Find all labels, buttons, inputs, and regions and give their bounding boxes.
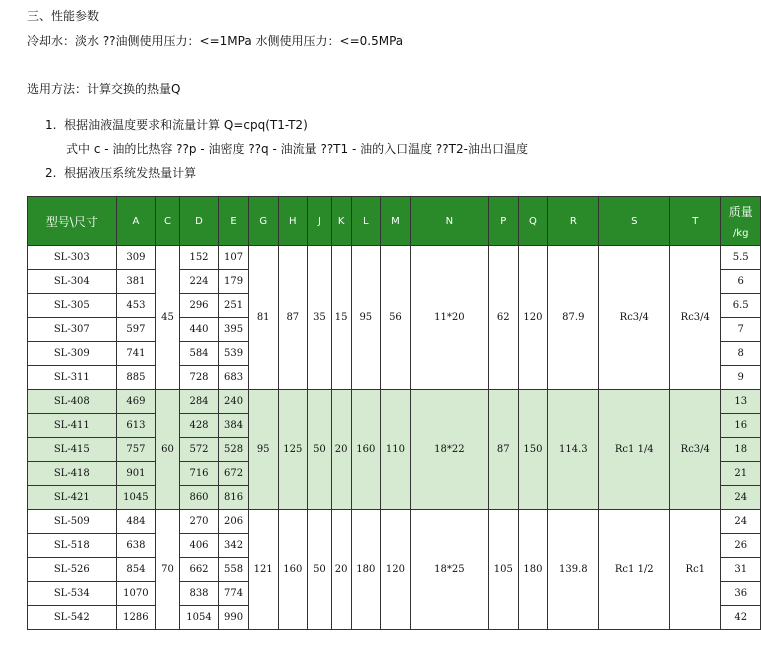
cell-model: SL-305 <box>28 294 117 318</box>
cell-e: 683 <box>219 366 249 390</box>
cell-e: 107 <box>219 246 249 270</box>
cell-n: 18*22 <box>410 390 488 510</box>
cell-model: SL-303 <box>28 246 117 270</box>
coolant-pressure-line: 冷却水：淡水 ??油侧使用压力：<=1MPa 水侧使用压力：<=0.5MPa <box>27 34 404 48</box>
cell-e: 179 <box>219 270 249 294</box>
cell-mass: 6 <box>721 270 761 294</box>
header-mass-label: 质量 <box>728 205 753 219</box>
cell-a: 381 <box>116 270 156 294</box>
cell-a: 1070 <box>116 582 156 606</box>
cell-d: 406 <box>179 534 219 558</box>
method-item-1-formula-note: 式中 c - 油的比热容 ??p - 油密度 ??q - 油流量 ??T1 - 油的入口温度 ??T2-油出口温度 <box>66 142 528 156</box>
header-t: T <box>670 197 721 246</box>
header-e: E <box>219 197 249 246</box>
cell-mass: 42 <box>721 606 761 630</box>
cell-d: 296 <box>179 294 219 318</box>
cell-t: Rc3/4 <box>670 246 721 390</box>
cell-mass: 36 <box>721 582 761 606</box>
cell-model: SL-518 <box>28 534 117 558</box>
cell-d: 428 <box>179 414 219 438</box>
cell-g: 95 <box>248 390 278 510</box>
table-row <box>28 246 761 270</box>
cell-e: 774 <box>219 582 249 606</box>
cell-model: SL-311 <box>28 366 117 390</box>
cell-e: 206 <box>219 510 249 534</box>
header-c: C <box>156 197 180 246</box>
cell-q: 180 <box>518 510 548 630</box>
cell-mass: 31 <box>721 558 761 582</box>
cell-a: 854 <box>116 558 156 582</box>
bottom-edge <box>0 648 761 659</box>
header-r: R <box>548 197 599 246</box>
header-a: A <box>116 197 156 246</box>
table-row <box>28 510 761 534</box>
cell-p: 87 <box>488 390 518 510</box>
cell-e: 240 <box>219 390 249 414</box>
header-g: G <box>248 197 278 246</box>
cell-c: 45 <box>156 246 180 390</box>
cell-p: 62 <box>488 246 518 390</box>
cell-model: SL-415 <box>28 438 117 462</box>
cell-l: 95 <box>351 246 381 390</box>
cell-r: 114.3 <box>548 390 599 510</box>
cell-q: 150 <box>518 390 548 510</box>
cell-model: SL-542 <box>28 606 117 630</box>
cell-e: 251 <box>219 294 249 318</box>
header-m: M <box>381 197 411 246</box>
cell-h: 125 <box>278 390 308 510</box>
cell-a: 638 <box>116 534 156 558</box>
cell-model: SL-534 <box>28 582 117 606</box>
header-d: D <box>179 197 219 246</box>
cell-a: 741 <box>116 342 156 366</box>
cell-e: 672 <box>219 462 249 486</box>
cell-t: Rc1 <box>670 510 721 630</box>
cell-model: SL-304 <box>28 270 117 294</box>
cell-mass: 13 <box>721 390 761 414</box>
cell-model: SL-418 <box>28 462 117 486</box>
cell-k: 15 <box>331 246 351 390</box>
header-s: S <box>599 197 670 246</box>
cell-n: 11*20 <box>410 246 488 390</box>
cell-n: 18*25 <box>410 510 488 630</box>
cell-a: 484 <box>116 510 156 534</box>
cell-d: 662 <box>179 558 219 582</box>
header-mass <box>721 197 761 246</box>
cell-mass: 6.5 <box>721 294 761 318</box>
header-l: L <box>351 197 381 246</box>
cell-e: 990 <box>219 606 249 630</box>
cell-c: 60 <box>156 390 180 510</box>
cell-mass: 5.5 <box>721 246 761 270</box>
method-item-2: 2. 根据液压系统发热量计算 <box>45 166 197 180</box>
cell-e: 384 <box>219 414 249 438</box>
cell-mass: 7 <box>721 318 761 342</box>
cell-mass: 24 <box>721 510 761 534</box>
cell-model: SL-509 <box>28 510 117 534</box>
cell-a: 469 <box>116 390 156 414</box>
cell-a: 309 <box>116 246 156 270</box>
header-mass-unit: /kg <box>732 228 749 239</box>
cell-mass: 9 <box>721 366 761 390</box>
selection-method-line: 选用方法：计算交换的热量Q <box>27 82 181 96</box>
cell-d: 1054 <box>179 606 219 630</box>
cell-model: SL-307 <box>28 318 117 342</box>
cell-m: 110 <box>381 390 411 510</box>
header-k: K <box>331 197 351 246</box>
cell-m: 120 <box>381 510 411 630</box>
cell-d: 270 <box>179 510 219 534</box>
cell-q: 120 <box>518 246 548 390</box>
cell-a: 757 <box>116 438 156 462</box>
cell-a: 613 <box>116 414 156 438</box>
cell-h: 87 <box>278 246 308 390</box>
cell-a: 453 <box>116 294 156 318</box>
cell-mass: 16 <box>721 414 761 438</box>
cell-d: 838 <box>179 582 219 606</box>
cell-a: 597 <box>116 318 156 342</box>
cell-j: 50 <box>308 390 332 510</box>
cell-model: SL-421 <box>28 486 117 510</box>
cell-e: 395 <box>219 318 249 342</box>
cell-mass: 21 <box>721 462 761 486</box>
cell-t: Rc3/4 <box>670 390 721 510</box>
cell-mass: 8 <box>721 342 761 366</box>
cell-g: 81 <box>248 246 278 390</box>
cell-d: 728 <box>179 366 219 390</box>
header-p: P <box>488 197 518 246</box>
cell-d: 440 <box>179 318 219 342</box>
cell-j: 50 <box>308 510 332 630</box>
cell-model: SL-526 <box>28 558 117 582</box>
cell-c: 70 <box>156 510 180 630</box>
table-row <box>28 390 761 414</box>
cell-e: 539 <box>219 342 249 366</box>
cell-e: 528 <box>219 438 249 462</box>
header-j: J <box>308 197 332 246</box>
header-q: Q <box>518 197 548 246</box>
cell-e: 816 <box>219 486 249 510</box>
spec-table <box>27 196 761 630</box>
cell-k: 20 <box>331 390 351 510</box>
cell-j: 35 <box>308 246 332 390</box>
cell-model: SL-309 <box>28 342 117 366</box>
cell-mass: 24 <box>721 486 761 510</box>
cell-s: Rc1 1/2 <box>599 510 670 630</box>
cell-d: 284 <box>179 390 219 414</box>
cell-d: 152 <box>179 246 219 270</box>
cell-h: 160 <box>278 510 308 630</box>
cell-mass: 18 <box>721 438 761 462</box>
cell-a: 1045 <box>116 486 156 510</box>
cell-e: 558 <box>219 558 249 582</box>
cell-model: SL-411 <box>28 414 117 438</box>
cell-model: SL-408 <box>28 390 117 414</box>
method-item-1: 1. 根据油液温度要求和流量计算 Q=cpq(T1-T2) <box>45 118 308 132</box>
cell-a: 901 <box>116 462 156 486</box>
cell-d: 224 <box>179 270 219 294</box>
header-row <box>28 197 761 246</box>
header-h: H <box>278 197 308 246</box>
cell-d: 860 <box>179 486 219 510</box>
cell-s: Rc3/4 <box>599 246 670 390</box>
header-n: N <box>410 197 488 246</box>
cell-a: 1286 <box>116 606 156 630</box>
cell-r: 139.8 <box>548 510 599 630</box>
cell-g: 121 <box>248 510 278 630</box>
cell-d: 584 <box>179 342 219 366</box>
cell-k: 20 <box>331 510 351 630</box>
cell-e: 342 <box>219 534 249 558</box>
header-model: 型号\尺寸 <box>28 197 117 246</box>
cell-l: 160 <box>351 390 381 510</box>
cell-d: 716 <box>179 462 219 486</box>
cell-mass: 26 <box>721 534 761 558</box>
cell-p: 105 <box>488 510 518 630</box>
cell-s: Rc1 1/4 <box>599 390 670 510</box>
cell-a: 885 <box>116 366 156 390</box>
cell-d: 572 <box>179 438 219 462</box>
cell-r: 87.9 <box>548 246 599 390</box>
section-title: 三、性能参数 <box>27 9 100 23</box>
cell-m: 56 <box>381 246 411 390</box>
cell-l: 180 <box>351 510 381 630</box>
